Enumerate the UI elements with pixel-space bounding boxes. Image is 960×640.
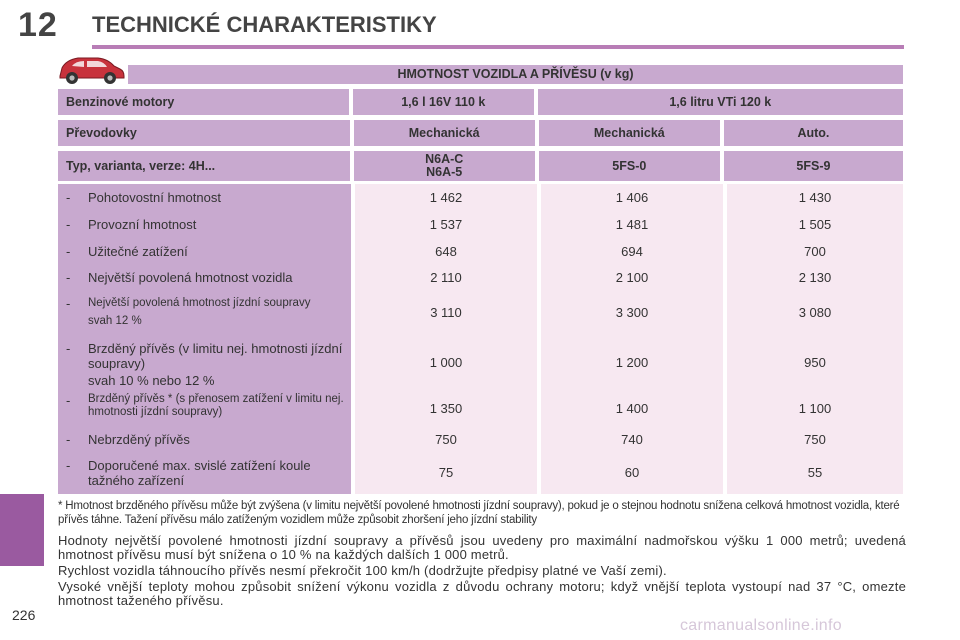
row-dash: - [66, 244, 71, 259]
engine-1: 1,6 l 16V 110 k [353, 89, 534, 115]
row-value-2: 1 200 [615, 355, 649, 370]
car-icon [54, 54, 126, 86]
engine-2: 1,6 litru VTi 120 k [538, 89, 903, 115]
row-value-2: 694 [621, 244, 643, 259]
row-dash: - [66, 432, 71, 447]
row-value-1: 3 110 [430, 305, 462, 320]
watermark: carmanualsonline.info [680, 617, 842, 634]
row-dash: - [66, 217, 71, 232]
row-value-2: 60 [624, 465, 640, 480]
row-value-1: 648 [435, 244, 457, 259]
type-2: 5FS-0 [539, 151, 720, 181]
row-label-2: svah 10 % nebo 12 % [88, 373, 215, 388]
row-dash: - [66, 458, 71, 473]
row-label: Brzděný přívěs (v limitu nej. hmotnosti jízdní soupravy) [88, 341, 343, 371]
row-dash: - [66, 341, 71, 356]
gearbox-1: Mechanická [354, 120, 535, 146]
row-value-1: 2 110 [430, 270, 462, 285]
row-value-2: 1 406 [615, 190, 649, 205]
row-value-3: 2 130 [798, 270, 832, 285]
row-label: Užitečné zatížení [88, 244, 188, 259]
row-label: Největší povolená hmotnost jízdní soupravy [88, 297, 311, 309]
row-label: Brzděný přívěs * (s přenosem zatížení v limitu nej. hmotnosti jízdní soupravy) [88, 393, 344, 418]
type-label: Typ, varianta, verze: 4H... [58, 151, 350, 181]
row-value-2: 3 300 [615, 305, 649, 320]
row-value-1: 75 [438, 465, 454, 480]
row-label: Nebrzděný přívěs [88, 432, 190, 447]
row-value-3: 950 [804, 355, 826, 370]
row-value-3: 1 505 [798, 217, 832, 232]
type-1 [354, 151, 535, 181]
row-label: Doporučené max. svislé zatížení koule tažného zařízení [88, 458, 311, 488]
row-value-3: 55 [807, 465, 823, 480]
gearbox-3: Auto. [724, 120, 903, 146]
gearbox-label: Převodovky [58, 120, 350, 146]
footnote: * Hmotnost brzděného přívěsu může být zvýšena (v limitu největší povolené hmotnosti jízdní soupravy), pokud je o stejnou hodnotu snížena celková hmotnost vozidla, které přívěs táhne. Tažení přívěsu málo zatíženým vozidlem může způsobit zhoršení jeho jízdní stability [58, 500, 900, 526]
type-1b: N6A-5 [426, 165, 463, 179]
paragraph-altitude: Hodnoty největší povolené hmotnosti jízdní soupravy a přívěsů jsou uvedeny pro maximální nadmořskou výšku 1 000 metrů; uvedená hmotnost přívěsu musí být snížena o 10 % na každých dalších 1 000 metrů. [58, 533, 906, 562]
row-value-3: 750 [804, 432, 826, 447]
row-dash: - [66, 296, 71, 311]
row-value-3: 700 [804, 244, 826, 259]
type-1a: N6A-C [425, 152, 464, 166]
row-dash: - [66, 270, 71, 285]
row-value-2: 1 400 [615, 401, 649, 416]
row-label: Největší povolená hmotnost vozidla [88, 270, 293, 285]
engines-label: Benzinové motory [58, 89, 349, 115]
page-number: 226 [12, 607, 36, 623]
table-title: HMOTNOST VOZIDLA A PŘÍVĚSU (v kg) [128, 65, 903, 84]
row-dash: - [66, 393, 71, 408]
title-rule [92, 45, 904, 49]
row-value-3: 3 080 [798, 305, 832, 320]
page-title: TECHNICKÉ CHARAKTERISTIKY [92, 12, 437, 37]
row-value-1: 1 350 [429, 401, 463, 416]
row-value-1: 1 462 [429, 190, 463, 205]
chapter-side-tab [0, 494, 44, 566]
type-3: 5FS-9 [724, 151, 903, 181]
row-label: Pohotovostní hmotnost [88, 190, 221, 205]
row-value-3: 1 430 [798, 190, 832, 205]
chapter-number: 12 [18, 6, 58, 44]
row-value-2: 740 [621, 432, 643, 447]
row-value-1: 1 000 [429, 355, 463, 370]
row-value-1: 1 537 [429, 217, 463, 232]
row-label-2: svah 12 % [88, 315, 142, 327]
row-value-1: 750 [435, 432, 457, 447]
paragraph-temperature: Vysoké vnější teploty mohou způsobit snížení výkonu vozidla z důvodu ochrany motoru; když vnější teplota vystoupí nad 37 °C, omezte hmotnost taženého přívěsu. [58, 579, 906, 608]
row-dash: - [66, 190, 71, 205]
row-value-3: 1 100 [798, 401, 832, 416]
paragraph-speed: Rychlost vozidla táhnoucího přívěs nesmí překročit 100 km/h (dodržujte předpisy platné ve Vaší zemi). [58, 563, 667, 578]
row-value-2: 1 481 [615, 217, 649, 232]
row-label: Provozní hmotnost [88, 217, 197, 232]
row-value-2: 2 100 [615, 270, 649, 285]
gearbox-2: Mechanická [539, 120, 720, 146]
